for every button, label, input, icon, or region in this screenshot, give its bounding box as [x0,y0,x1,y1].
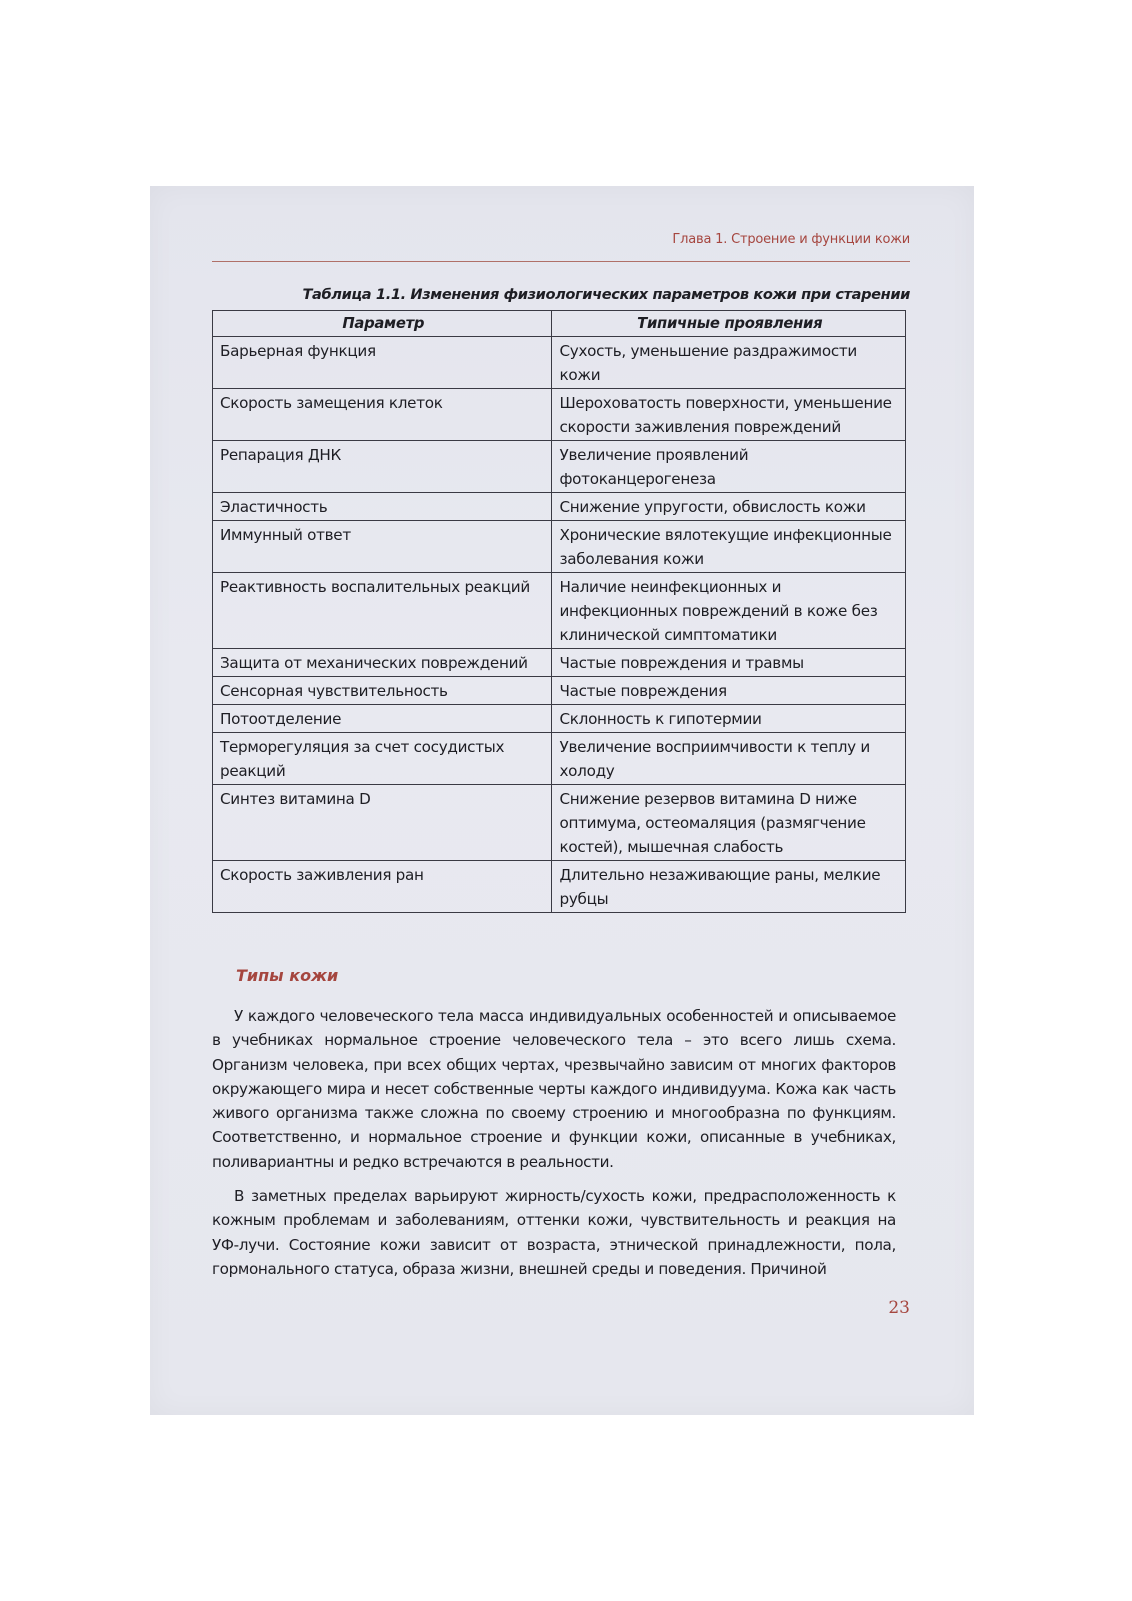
parameter-cell: Синтез витамина D [213,785,552,861]
manifestation-cell: Увеличение проявлений фотоканцерогенеза [552,441,906,493]
page-number: 23 [888,1298,910,1318]
parameter-cell: Сенсорная чувствительность [213,677,552,705]
manifestation-cell: Сухость, уменьшение раздражимости кожи [552,337,906,389]
table-row [213,573,906,649]
table-row [213,521,906,573]
manifestation-cell: Шероховатость поверхности, уменьшение скорости заживления повреждений [552,389,906,441]
parameter-cell: Иммунный ответ [213,521,552,573]
table-row [213,389,906,441]
manifestation-cell: Длительно незаживающие раны, мелкие рубцы [552,861,906,913]
parameter-cell: Реактивность воспалительных реакций [213,573,552,649]
header-rule [212,261,910,262]
body-paragraph: В заметных пределах варьируют жирность/сухость кожи, предрасположенность к кожным проблемам и заболеваниям, оттенки кожи, чувствительность и реакция на УФ-лучи. Состояние кожи зависит от возраста, этнической принадлежности, пола, гормонального статуса, образа жизни, внешней среды и поведения. Причиной [212,1187,896,1278]
parameter-cell: Потоотделение [213,705,552,733]
body-paragraph: У каждого человеческого тела масса индивидуальных особенностей и описываемое в учебниках нормальное строение человеческого тела – это всего лишь схема. Организм человека, при всех общих чертах, чрезвычайно зависим от многих факторов окружающего мира и несет собственные черты каждого индивидуума. Кожа как часть живого организма также сложна по своему строению и многообразна по функциям. Соответственно, и нормальное строение и функции кожи, описанные в учебниках, поливариантны и редко встречаются в реальности. [212,1007,896,1171]
column-header-parameter: Параметр [213,311,552,337]
table-row [213,733,906,785]
table-row [213,493,906,521]
parameter-cell: Репарация ДНК [213,441,552,493]
table-row [213,649,906,677]
parameter-cell: Защита от механических повреждений [213,649,552,677]
column-header-manifestations: Типичные проявления [552,311,906,337]
table-row [213,861,906,913]
table-row [213,337,906,389]
manifestation-cell: Частые повреждения [552,677,906,705]
parameter-cell: Эластичность [213,493,552,521]
parameter-cell: Терморегуляция за счет сосудистых реакций [213,733,552,785]
section-title: Типы кожи [236,966,339,985]
table-row [213,441,906,493]
table-row [213,705,906,733]
manifestation-cell: Хронические вялотекущие инфекционные заболевания кожи [552,521,906,573]
parameter-cell: Скорость замещения клеток [213,389,552,441]
parameter-cell: Барьерная функция [213,337,552,389]
table-caption: Таблица 1.1. Изменения физиологических параметров кожи при старении [302,286,910,303]
manifestation-cell: Склонность к гипотермии [552,705,906,733]
manifestation-cell: Частые повреждения и травмы [552,649,906,677]
table-header-row [213,311,906,337]
manifestation-cell: Увеличение восприимчивости к теплу и холоду [552,733,906,785]
table-row [213,785,906,861]
table-row [213,677,906,705]
running-head: Глава 1. Строение и функции кожи [672,232,910,247]
book-page [150,186,974,1415]
skin-aging-table [212,310,906,913]
parameter-cell: Скорость заживления ран [213,861,552,913]
manifestation-cell: Снижение резервов витамина D ниже оптимума, остеомаляция (размягчение костей), мышечная слабость [552,785,906,861]
manifestation-cell: Снижение упругости, обвислость кожи [552,493,906,521]
manifestation-cell: Наличие неинфекционных и инфекционных повреждений в коже без клинической симптоматики [552,573,906,649]
